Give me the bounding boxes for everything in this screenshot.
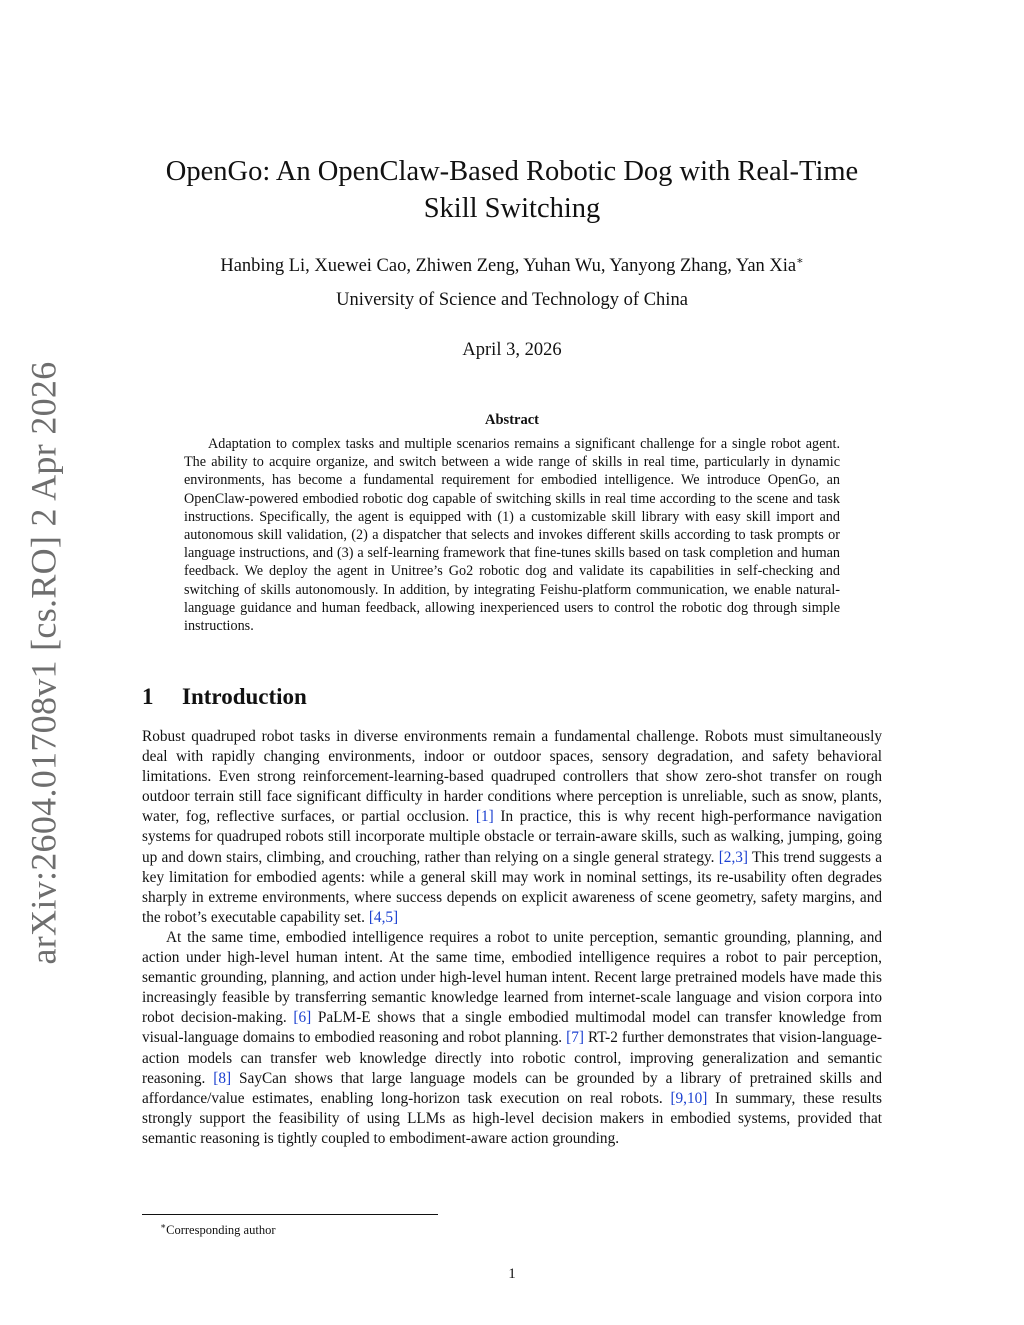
citation-link[interactable]: [2,3] [718,848,749,866]
citation-link[interactable]: [9,10] [670,1089,708,1107]
arxiv-identifier-stamp [14,361,74,965]
sentence: Robust quadruped robot tasks in diverse environments remain a fundamental challenge. Robots must simultaneously deal with rapidly changing environments, indoor or outdoor spaces, sensory degradation, and safety behavioral limitations. Even strong reinforcement-learning-based quadruped controllers that show zero-shot transfer on rough outdoor terrain still face significant difficulty in harder conditions where perception is unreliable, such as snow, plants, water, fog, reflective surfaces, or partial occlusion. [142,728,882,826]
abstract-text: Adaptation to complex tasks and multiple scenarios remains a significant challenge for a single robot agent. The ability to acquire organize, and switch between a wide range of skills in real time, particularly in dynamic environments, has become a fundamental requirement for embodied intelligence. We introduce OpenGo, an OpenClaw-powered embodied robotic dog capable of switching skills in real time according to the scene and task instructions. Specifically, the agent is equipped with (1) a customizable skill library with easy skill import and autonomous skill validation, (2) a dispatcher that selects and invokes different skills according to task prompts or language instructions, and (3) a self-learning framework that fine-tunes skills based on task completion and human feedback. We deploy the agent in Unitree’s Go2 robotic dog and validate its capabilities in self-checking and switching of skills autonomously. In addition, by integrating Feishu-platform communication, we enable natural-language guidance and human feedback, allowing inexperienced users to control the robotic dog through simple instructions. [184,436,840,635]
author-names: Hanbing Li, Xuewei Cao, Zhiwen Zeng, Yuhan Wu, Yanyong Zhang, Yan Xia [220,256,797,277]
paper-title: OpenGo: An OpenClaw-Based Robotic Dog with Real-Time Skill Switching [165,156,859,224]
affiliation: University of Science and Technology of China [336,290,688,310]
footnote-divider [142,1214,438,1215]
sentence: RT-2 further demonstrates that vision-language-action models can transfer web knowledge directly into robotic control, improving generalization and semantic reasoning. [142,1029,882,1087]
section-title: Introduction [182,684,307,709]
sentence: In summary, these results strongly support the feasibility of using LLMs as high-level decision makers in embodied systems, provided that semantic reasoning is tightly coupled to embodiment-aware action grounding. [142,1089,883,1147]
citation-link[interactable]: [7] [566,1029,584,1047]
corresponding-author-marker: ∗ [796,255,804,267]
citation-link[interactable]: [6] [293,1009,312,1027]
page-number: 1 [508,1266,516,1282]
sentence: This trend suggests a key limitation for embodied agents: while a general skill may work in nominal settings, its re-usability often degrades sharply in extreme environments, where success depends on explicit awareness of scene geometry, safety margins, and the robot’s executable capability set. [142,848,882,926]
citation-link[interactable]: [8] [213,1069,232,1087]
citation-link[interactable]: [4,5] [368,908,399,926]
footnote [160,1218,275,1238]
paragraph [142,727,882,928]
arxiv-identifier-text: arXiv:2604.01708v1 [cs.RO] 2 Apr 2026 [24,361,65,965]
section-number: 1 [142,684,154,709]
abstract-heading: Abstract [485,412,539,428]
introduction-body [142,727,882,1149]
citation-link[interactable]: [1] [475,808,494,826]
author-list [140,249,884,278]
paragraph [142,928,882,1149]
publication-date: April 3, 2026 [462,340,562,360]
sentence: SayCan shows that large language models can be grounded by a library of pretrained skills and affordance/value estimates, enabling long-horizon task execution on real robots. [142,1069,882,1107]
section-heading-introduction [142,684,307,710]
footnote-text: Corresponding author [166,1223,276,1238]
sentence: PaLM-E shows that a single embodied multimodal model can transfer knowledge from visual-language domains to embodied reasoning and robot planning. [142,1009,883,1047]
footnote-marker: ∗ [160,1221,167,1231]
sentence: In practice, this is why recent high-performance navigation systems for quadruped robots still incorporate multiple obstacle or terrain-aware skills, such as walking, jumping, going up and down stairs, climbing, and crouching, rather than relying on a single general strategy. [142,808,883,866]
sentence: At the same time, embodied intelligence requires a robot to unite perception, semantic grounding, planning, and action under high-level human intent. At the same time, embodied intelligence requires a robot to pair perception, semantic grounding, planning, and action under high-level human intent. Recent large pretrained models have made this increasingly feasible by transferring semantic knowledge learned from internet-scale language and vision corpora into robot decision-making. [142,928,882,1027]
